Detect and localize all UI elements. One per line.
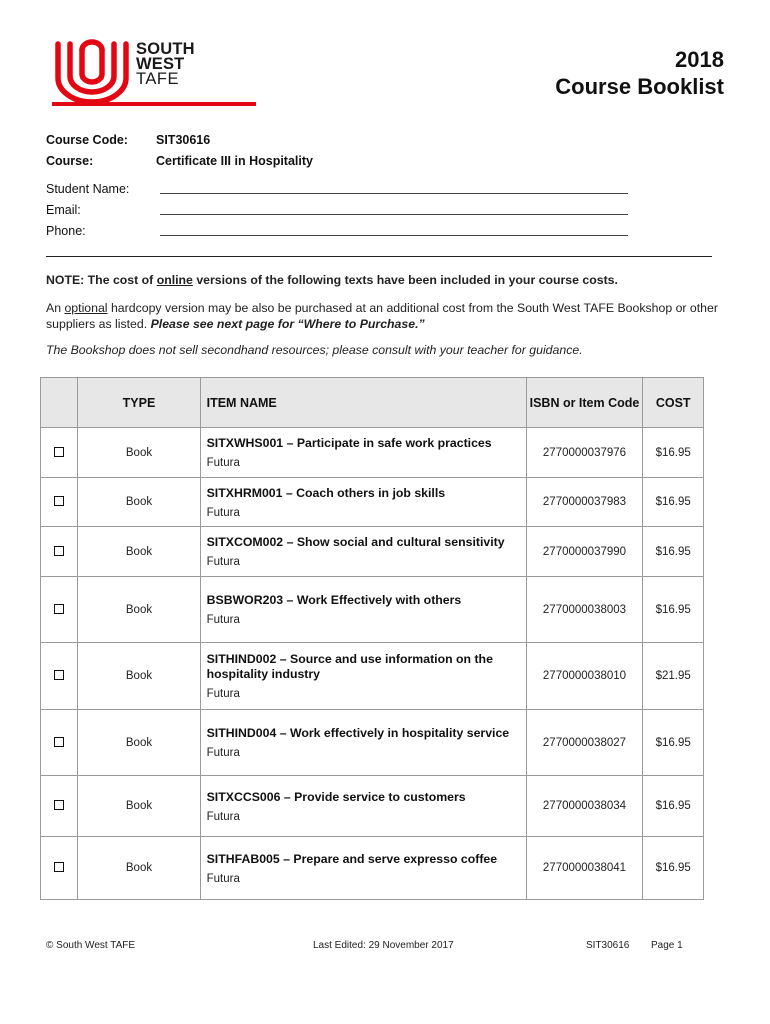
note-suffix: versions of the following texts have been included in your course costs.: [192, 273, 618, 287]
course-code-value: SIT30616: [156, 133, 211, 147]
item-name: SITHIND004 – Work effectively in hospitality service: [206, 726, 510, 740]
logo-line-west: WEST: [136, 55, 185, 73]
booklist-table: [40, 377, 704, 900]
item-publisher: Futura: [206, 556, 240, 568]
course-code-label: Course Code:: [46, 133, 128, 147]
item-cost: $16.95: [643, 710, 704, 776]
checkbox[interactable]: [54, 604, 64, 614]
logo-line-tafe: TAFE: [136, 70, 179, 88]
item-isbn: 2770000037990: [526, 527, 643, 577]
divider: [46, 256, 712, 257]
optional-word: optional: [64, 301, 108, 315]
item-name: SITXCCS006 – Provide service to customers: [206, 789, 466, 804]
logo-underline: [52, 102, 256, 106]
item-type: Book: [78, 428, 200, 478]
item-type: Book: [78, 776, 200, 837]
logo-mark-icon: [52, 36, 134, 104]
item-type: Book: [78, 837, 200, 900]
optional-prefix: An: [46, 301, 65, 315]
checkbox[interactable]: [54, 737, 64, 747]
course-value: Certificate III in Hospitality: [156, 154, 313, 168]
header-cost: COST: [643, 378, 704, 428]
checkbox[interactable]: [54, 670, 64, 680]
item-isbn: 2770000038003: [526, 577, 643, 643]
table-row: [41, 776, 704, 837]
student-name-label: Student Name:: [46, 182, 130, 196]
table-row: [41, 428, 704, 478]
item-isbn: 2770000038027: [526, 710, 643, 776]
item-isbn: 2770000038034: [526, 776, 643, 837]
item-name: SITHIND002 – Source and use information on the hospitality industry: [206, 652, 493, 681]
item-cost: $16.95: [643, 776, 704, 837]
email-field[interactable]: [160, 214, 628, 215]
title-text: Course Booklist: [555, 74, 724, 99]
where-to-purchase-note: Please see next page for “Where to Purchase.”: [150, 317, 425, 331]
logo-line-south: SOUTH: [136, 40, 195, 58]
student-name-field[interactable]: [160, 193, 628, 194]
checkbox[interactable]: [54, 546, 64, 556]
item-publisher: Futura: [206, 872, 240, 885]
item-type: Book: [78, 527, 200, 577]
item-publisher: Futura: [206, 614, 240, 626]
checkbox[interactable]: [54, 447, 64, 457]
item-name: SITXHRM001 – Coach others in job skills: [206, 485, 446, 500]
header-checkbox-col: [41, 378, 78, 428]
item-cost: $16.95: [643, 577, 704, 643]
note-prefix: NOTE: The cost of: [46, 273, 157, 287]
footer-page-number: Page 1: [651, 940, 683, 951]
item-publisher: Futura: [206, 747, 240, 759]
checkbox[interactable]: [54, 496, 64, 506]
course-label: Course:: [46, 154, 94, 168]
item-cost: $16.95: [643, 837, 704, 900]
bookshop-note: The Bookshop does not sell secondhand resources; please consult with your teacher for guidance.: [46, 343, 583, 357]
item-type: Book: [78, 710, 200, 776]
table-header-row: [41, 378, 704, 428]
item-name: SITXWHS001 – Participate in safe work practices: [206, 436, 492, 450]
item-type: Book: [78, 643, 200, 710]
header-item-name: ITEM NAME: [200, 378, 526, 428]
item-type: Book: [78, 577, 200, 643]
phone-label: Phone:: [46, 224, 86, 238]
table-row: [41, 643, 704, 710]
item-name: SITHFAB005 – Prepare and serve expresso coffee: [206, 851, 498, 866]
item-publisher: Futura: [206, 688, 240, 700]
cost-note: [46, 272, 736, 288]
optional-rest: hardcopy version may be also be purchased at an additional cost from the South West TAFE Bookshop or other suppliers as listed.: [46, 301, 718, 331]
table-row: [41, 527, 704, 577]
item-isbn: 2770000037976: [526, 428, 643, 478]
item-cost: $16.95: [643, 478, 704, 527]
item-publisher: Futura: [206, 457, 240, 469]
checkbox[interactable]: [54, 800, 64, 810]
item-publisher: Futura: [206, 810, 240, 823]
item-type: Book: [78, 478, 200, 527]
item-cost: $16.95: [643, 428, 704, 478]
table-row: [41, 837, 704, 900]
optional-note: [46, 300, 736, 332]
item-isbn: 2770000038010: [526, 643, 643, 710]
table-row: [41, 710, 704, 776]
footer-last-edited: Last Edited: 29 November 2017: [313, 940, 454, 951]
table-row: [41, 577, 704, 643]
header-isbn: ISBN or Item Code: [526, 378, 643, 428]
title-year: 2018: [675, 47, 724, 72]
item-isbn: 2770000038041: [526, 837, 643, 900]
phone-field[interactable]: [160, 235, 628, 236]
item-name: SITXCOM002 – Show social and cultural sensitivity: [206, 535, 505, 549]
item-name: BSBWOR203 – Work Effectively with others: [206, 593, 462, 607]
note-online: online: [156, 273, 193, 287]
email-label: Email:: [46, 203, 81, 217]
item-isbn: 2770000037983: [526, 478, 643, 527]
page-title: [555, 46, 724, 100]
checkbox[interactable]: [54, 862, 64, 872]
south-west-tafe-logo: [52, 36, 262, 108]
footer-copyright: © South West TAFE: [46, 940, 136, 951]
item-publisher: Futura: [206, 506, 240, 519]
header-type: TYPE: [78, 378, 200, 428]
table-row: [41, 478, 704, 527]
footer-course-code: SIT30616: [586, 940, 630, 951]
item-cost: $21.95: [643, 643, 704, 710]
item-cost: $16.95: [643, 527, 704, 577]
